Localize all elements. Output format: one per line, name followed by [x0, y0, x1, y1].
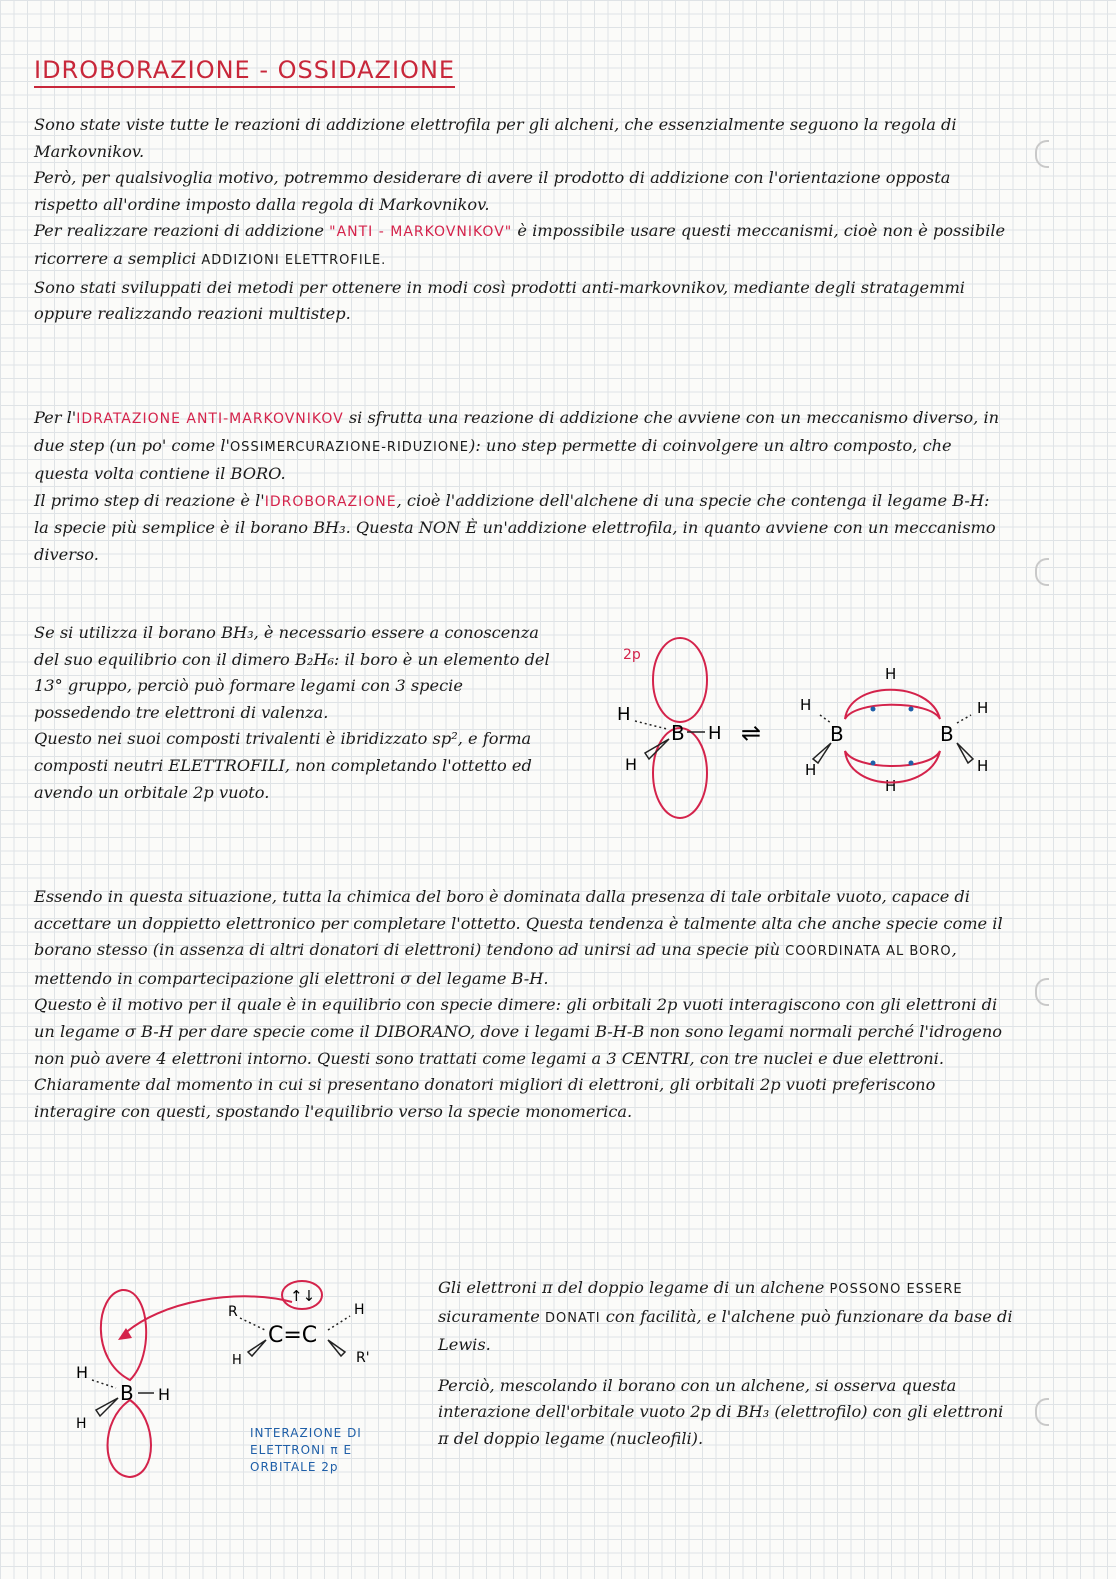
- paragraph-chimica-boro: [34, 884, 1009, 1125]
- diborane-dash-bond: [820, 715, 831, 723]
- bh3b-b: B: [120, 1381, 134, 1405]
- bh3b-h-lower: H: [76, 1416, 87, 1432]
- borane-diborane-diagram: [605, 635, 1015, 875]
- ossimercurazione-caps: OSSIMERCURAZIONE-RIDUZIONE: [229, 439, 470, 455]
- idratazione-text-1a: Per l': [34, 408, 77, 427]
- borano-text-2: Questo nei suoi composti trivalenti è ibridizzato sp², e forma composti neutri ELETTROFILI, non completando l'ottetto ed avendo un orbitale 2p vuoto.: [34, 729, 532, 802]
- idratazione-text-1b: si sfrutta una reazione di addizione che avviene con un meccanismo diverso, in due step (un po' come l': [34, 408, 1000, 455]
- bh3-h-left: H: [617, 704, 631, 725]
- idratazione-text-1: [34, 405, 1009, 488]
- electron-pair: ↑↓: [290, 1287, 316, 1305]
- bh3-h-right: H: [708, 723, 722, 744]
- diborane-h-top: H: [885, 665, 897, 683]
- electron-dot: [871, 761, 876, 766]
- electron-transfer-arrow: [122, 1296, 292, 1336]
- orbital-2p-label: 2p: [623, 647, 641, 663]
- alkene-r-right: R': [356, 1350, 370, 1366]
- alchene-text-1: [438, 1275, 1013, 1359]
- binder-ring: [1035, 978, 1049, 1006]
- alkene-c-c: C=C: [268, 1323, 318, 1348]
- addizioni-elettrofile-caps: ADDIZIONI ELETTROFILE.: [201, 252, 387, 268]
- alkene-h-left: H: [232, 1353, 242, 1368]
- binder-ring: [1035, 140, 1049, 168]
- alchene-text-1b: sicuramente: [438, 1306, 540, 1326]
- bh3b-wedge-bond: [96, 1398, 118, 1416]
- diborane-b-left: B: [830, 722, 844, 746]
- alkene-dash-bond: [240, 1318, 265, 1330]
- alchene-text-2: Perciò, mescolando il borano con un alchene, si osserva questa interazione dell'orbitale vuoto 2p di BH₃ (elettrofilo) con gli elettroni π del doppio legame (nucleofili).: [438, 1375, 1004, 1448]
- diborane-b-right: B: [940, 722, 954, 746]
- boro-text-1: [34, 884, 1009, 992]
- equilibrium-arrow: ⇌: [741, 719, 762, 747]
- diborane-h-left-bottom: H: [805, 761, 817, 779]
- bh3b-h-right: H: [158, 1385, 171, 1404]
- alchene-text-1a: Gli elettroni π del doppio legame di un alchene: [438, 1278, 825, 1297]
- intro-text-3a: Per realizzare reazioni di addizione: [34, 221, 324, 241]
- possono-essere-caps: POSSONO ESSERE: [829, 1282, 963, 1297]
- diborane-upper-bridge: [845, 690, 940, 719]
- borano-text-1: Se si utilizza il borano BH₃, è necessario essere a conoscenza del suo equilibrio con il dimero B₂H₆: il boro è un elemento del 13° gruppo, perciò può formare legami con 3 specie possedendo tre elettroni di valenza.: [34, 623, 550, 722]
- bh3b-dash-bond: [92, 1380, 116, 1388]
- paragraph-alchene: [438, 1275, 1013, 1453]
- diborane-dash-bond: [957, 715, 971, 723]
- idratazione-text-2: [34, 488, 1009, 569]
- intro-text-1: Sono state viste tutte le reazioni di addizione elettrofila per gli alcheni, che essenzialmente seguono la regola di Markovnikov.: [34, 115, 957, 161]
- binder-ring: [1035, 1398, 1049, 1426]
- boro-text-1b: , mettendo in compartecipazione gli elettroni σ del legame B-H.: [34, 940, 957, 988]
- page-title: IDROBORAZIONE - OSSIDAZIONE: [34, 56, 455, 88]
- bh3-h-lower: H: [625, 755, 638, 774]
- idratazione-text-2b: , cioè l'addizione dell'alchene di una specie che contenga il legame B-H: la specie più semplice è il borano BH₃. Questa NON È un'addizione elettrofila, in quanto avviene con un meccanismo diverso.: [34, 490, 996, 564]
- anti-markovnikov-highlight: "ANTI - MARKOVNIKOV": [329, 224, 513, 241]
- paragraph-intro: [34, 112, 1009, 328]
- orbital-upper-lobe: [653, 638, 707, 722]
- intro-text-2: Però, per qualsivoglia motivo, potremmo desiderare di avere il prodotto di addizione con l'orientazione opposta rispetto all'ordine imposto dalla regola di Markovnikov.: [34, 168, 951, 214]
- alchene-text-1c: con facilità, e l'alchene può funzionare da base di Lewis.: [438, 1306, 1013, 1355]
- paragraph-idratazione: [34, 405, 1009, 569]
- paragraph-borano: [34, 620, 559, 806]
- bh3-dash-bond: [635, 721, 667, 729]
- electron-dot: [871, 707, 876, 712]
- diborane-h-bottom: H: [885, 777, 897, 795]
- bh3b-h-left: H: [76, 1363, 89, 1382]
- orbital-lower-lobe-2: [108, 1400, 152, 1477]
- idroborazione-highlight: IDROBORAZIONE: [264, 493, 397, 510]
- donati-caps: DONATI: [544, 1310, 601, 1326]
- diborane-wedge-bond: [813, 743, 831, 763]
- intro-text-3b: è impossibile usare questi meccanismi, cioè non è possibile ricorrere a semplici: [34, 221, 1006, 268]
- alkene-r-left: R: [228, 1304, 238, 1320]
- coordinata-boro-caps: COORDINATA AL BORO: [785, 944, 952, 960]
- boro-text-3: Chiaramente dal momento in cui si presentano donatori migliori di elettroni, gli orbitali 2p vuoti preferiscono interagire con questi, spostando l'equilibrio verso la specie monomerica.: [34, 1075, 936, 1121]
- diborane-h-right-bottom: H: [977, 757, 989, 775]
- electron-dot: [909, 761, 914, 766]
- diborane-h-right-top: H: [977, 699, 989, 717]
- electron-dot: [909, 707, 914, 712]
- alkene-wedge-bond: [248, 1340, 266, 1356]
- idratazione-text-2a: Il primo step di reazione è l': [34, 490, 265, 510]
- boro-text-1a: Essendo in questa situazione, tutta la chimica del boro è dominata dalla presenza di tale orbitale vuoto, capace di accettare un doppietto elettronico per completare l'ottetto. Questa tendenza è talmente alta che anche specie come il borano stesso (in assenza di altri donatori di elettroni) tendono ad unirsi ad una specie più: [34, 887, 1003, 960]
- alkene-h-right: H: [354, 1302, 365, 1318]
- idratazione-anti-highlight: IDRATAZIONE ANTI-MARKOVNIKOV: [76, 411, 344, 427]
- intro-text-4: Sono stati sviluppati dei metodi per ottenere in modi così prodotti anti-markovnikov, mediante degli stratagemmi oppure realizzando reazioni multistep.: [34, 277, 965, 324]
- alkene-wedge-bond: [328, 1340, 345, 1356]
- diborane-wedge-bond: [957, 743, 973, 763]
- idratazione-text-1c: ): uno step permette di coinvolgere un altro composto, che questa volta contiene il BORO.: [34, 435, 952, 484]
- binder-ring: [1035, 558, 1049, 586]
- alkene-dash-bond: [328, 1316, 350, 1330]
- intro-text-3: [34, 218, 1009, 274]
- figure2-caption: INTERAZIONE DI ELETTRONI π E ORBITALE 2p: [250, 1426, 362, 1474]
- diborane-h-left-top: H: [800, 696, 812, 714]
- boro-text-2: Questo è il motivo per il quale è in equilibrio con specie dimere: gli orbitali 2p vuoti interagiscono con gli elettroni di un legame σ B-H per dare specie come il DIBORANO, dove i legami B-H-B non sono legami normali perché l'idrogeno non può avere 4 elettroni intorno. Questi sono trattati come legami a 3 CENTRI, con tre nuclei e due elettroni.: [34, 995, 1003, 1068]
- bh3-b: B: [671, 721, 685, 745]
